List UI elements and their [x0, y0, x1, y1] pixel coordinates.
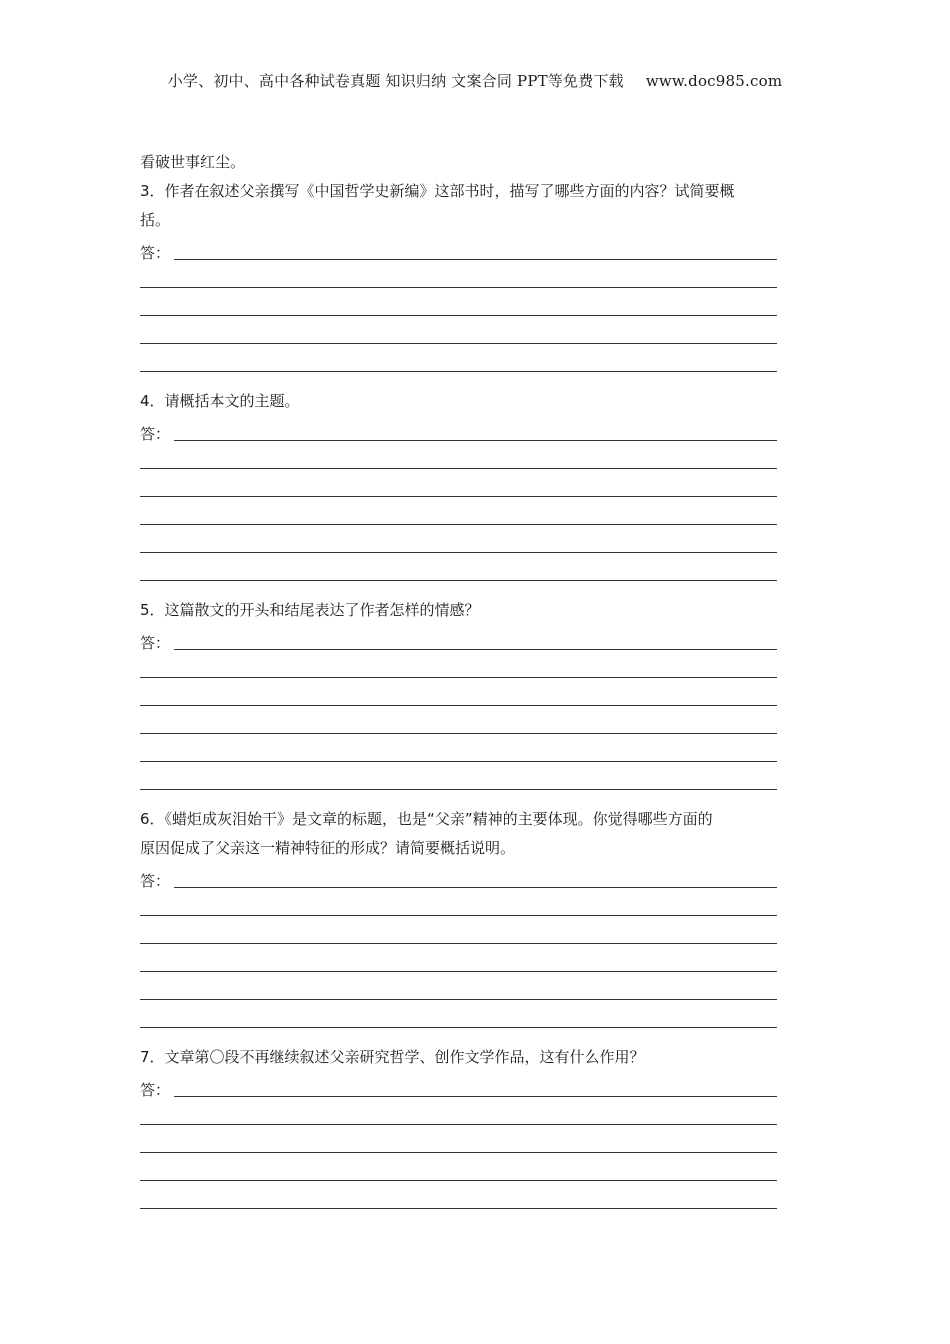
question-text: 4．请概括本文的主题。 — [140, 392, 300, 410]
question-text: 5．这篇散文的开头和结尾表达了作者怎样的情感？ — [140, 601, 480, 619]
question-text: 6．《蜡炬成灰泪始干》是文章的标题，也是“父亲”精神的主要体现。你觉得哪些方面的 — [140, 810, 713, 828]
answer-line[interactable] — [140, 681, 820, 709]
answer-line[interactable] — [140, 472, 820, 500]
answer-line[interactable] — [140, 291, 820, 319]
answer-label: 答： — [140, 244, 171, 262]
page-header — [0, 70, 950, 91]
answer-line[interactable] — [140, 947, 820, 975]
header-site: www.doc985.com — [645, 72, 783, 90]
answer-line[interactable] — [140, 1100, 820, 1128]
answer-line[interactable] — [140, 416, 820, 444]
answer-line[interactable] — [140, 765, 820, 793]
answer-line[interactable] — [140, 975, 820, 1003]
answer-line[interactable] — [140, 891, 820, 919]
question-text: 3．作者在叙述父亲撰写《中国哲学史新编》这部书时，描写了哪些方面的内容？试简要概 — [140, 182, 735, 200]
answer-line[interactable] — [140, 319, 820, 347]
question-text-continued: 原因促成了父亲这一精神特征的形成？请简要概括说明。 — [140, 839, 516, 857]
question-4 — [140, 387, 820, 584]
answer-line[interactable] — [140, 444, 820, 472]
answer-label: 答： — [140, 425, 171, 443]
answer-line[interactable] — [140, 1156, 820, 1184]
intro-line: 看破世事红尘。 — [140, 153, 246, 171]
answer-label: 答： — [140, 1081, 171, 1099]
answer-line[interactable] — [140, 919, 820, 947]
answer-line[interactable] — [140, 1003, 820, 1031]
header-text: 小学、初中、高中各种试卷真题 知识归纳 文案合同 PPT等免费下载 — [167, 72, 624, 90]
answer-line[interactable] — [140, 528, 820, 556]
question-7 — [140, 1043, 820, 1212]
answer-line[interactable] — [140, 1072, 820, 1100]
answer-label: 答： — [140, 872, 171, 890]
answer-line[interactable] — [140, 235, 820, 263]
question-3 — [140, 177, 820, 375]
answer-line[interactable] — [140, 709, 820, 737]
answer-line[interactable] — [140, 1128, 820, 1156]
answer-label: 答： — [140, 634, 171, 652]
answer-line[interactable] — [140, 625, 820, 653]
answer-line[interactable] — [140, 1184, 820, 1212]
answer-line[interactable] — [140, 737, 820, 765]
answer-line[interactable] — [140, 556, 820, 584]
question-text-continued: 括。 — [140, 211, 171, 229]
answer-line[interactable] — [140, 347, 820, 375]
question-6 — [140, 805, 820, 1031]
question-5 — [140, 596, 820, 793]
worksheet — [140, 148, 820, 1212]
answer-line[interactable] — [140, 653, 820, 681]
answer-line[interactable] — [140, 263, 820, 291]
answer-line[interactable] — [140, 500, 820, 528]
answer-line[interactable] — [140, 863, 820, 891]
question-text: 7．文章第〇段不再继续叙述父亲研究哲学、创作文学作品，这有什么作用？ — [140, 1048, 645, 1066]
